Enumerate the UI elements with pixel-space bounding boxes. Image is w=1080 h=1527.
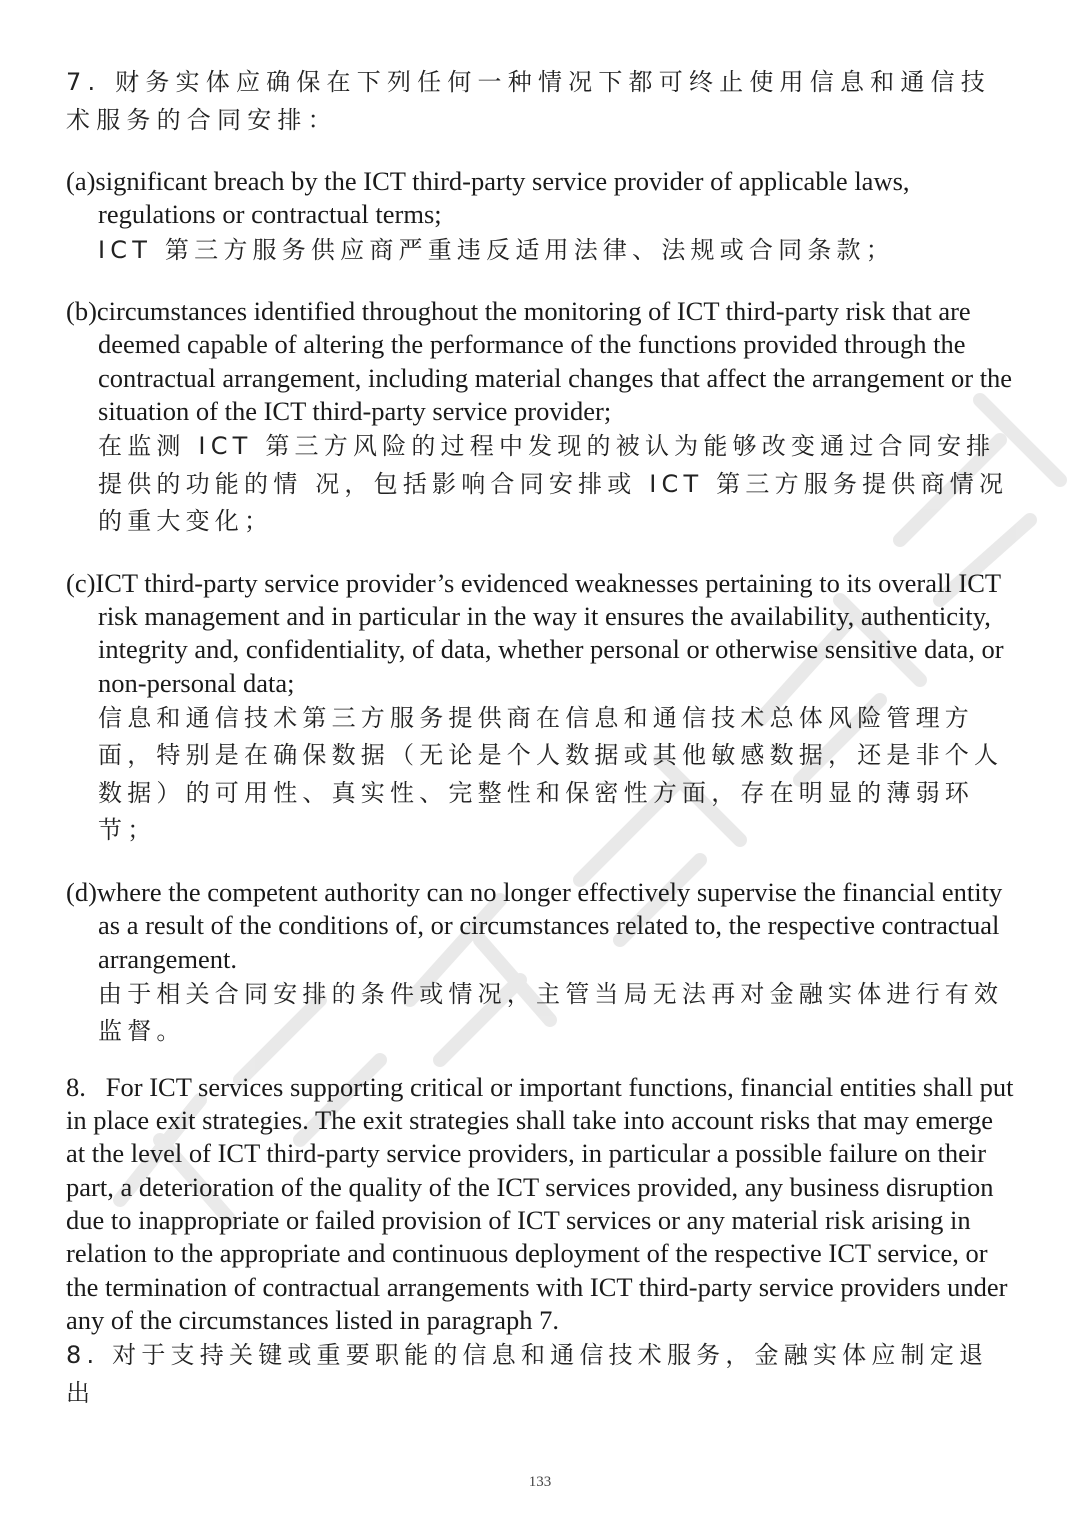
list-item-a-en [66,165,1016,232]
list-item-d [66,876,1016,1051]
list-item-c [66,567,1016,850]
list-item-c-label: (c) [66,567,96,598]
paragraph-8-zh-number: 8. [66,1341,100,1370]
paragraph-7-text: 财务实体应确保在下列任何一种情况下都可终止使用信息和通信技术服务的合同安排： [66,68,991,134]
paragraph-8-en [66,1071,1021,1337]
list-item-b-label: (b) [66,296,97,327]
paragraph-7 [66,64,1016,139]
list-item-d-en [66,876,1016,976]
list-item-b-en [66,295,1019,428]
paragraph-8 [66,1071,1021,1412]
paragraph-8-zh [66,1337,1016,1412]
list-item-b-zh: 在监测 ICT 第三方风险的过程中发现的被认为能够改变通过合同安排提供的功能的情 况，包括影响合同安排或 ICT 第三方服务提供商情况的重大变化； [98,432,1009,536]
list-item-d-label: (d) [66,876,97,907]
list-item-a-label: (a) [66,166,96,196]
paragraph-8-number: 8. [66,1071,86,1102]
list-item-a-text: significant breach by the ICT third-party service provider of applicable laws, regulations or contractual terms; [95,166,917,230]
paragraph-7-zh [66,64,1016,139]
list-item-d-zh: 由于相关合同安排的条件或情况，主管当局无法再对金融实体进行有效监督。 [98,979,1004,1046]
list-item-a [66,165,1016,269]
page-number: 133 [528,1474,552,1490]
list-item-b-text: circumstances identified throughout the monitoring of ICT third-party risk that are deemed capable of altering the performance of the functions provided through the contractual arrangement, including material changes that affect the arrangement or the situation of the ICT third-party service provider; [96,296,1019,426]
list-item-c-en [66,567,1016,700]
paragraph-7-number: 7. [66,68,102,96]
document-content [66,64,1021,1412]
paragraph-8-zh-text: 对于支持关键或重要职能的信息和通信技术服务，金融实体应制定退出 [66,1341,989,1407]
list-item-c-zh: 信息和通信技术第三方服务提供商在信息和通信技术总体风险管理方面，特别是在确保数据（无论是个人数据或其他敏感数据，还是非个人数据）的可用性、真实性、完整性和保密性方面，存在明显的薄弱环节； [98,703,1004,845]
list-item-d-text: where the competent authority can no longer effectively supervise the financial entity as a result of the conditions of, or circumstances related to, the respective contractual arrangement. [96,876,1009,974]
list-item-a-zh: ICT 第三方服务供应商严重违反适用法律、法规或合同条款； [98,235,895,264]
list-item-c-text: ICT third-party service provider’s evidenced weaknesses pertaining to its overall ICT risk management and in particular in the way it ensures the availability, authenticity, integrity and, confidentiality, of data, whether personal or otherwise sensitive data, or non-personal data; [95,567,1011,698]
list-item-b [66,295,1019,541]
paragraph-8-text: For ICT services supporting critical or important functions, financial entities shall put in place exit strategies. The exit strategies shall take into account risks that may emerge at the level of ICT third-party service providers, in particular a possible failure on their part, a deterioration of the quality of the ICT services provided, any business disruption due to inappropriate or failed provision of ICT services or any material risk arising in relation to the appropriate and continuous deployment of the respective ICT service, or the termination of contractual arrangements with ICT third-party service providers under any of the circumstances listed in paragraph 7. [66,1071,1021,1335]
